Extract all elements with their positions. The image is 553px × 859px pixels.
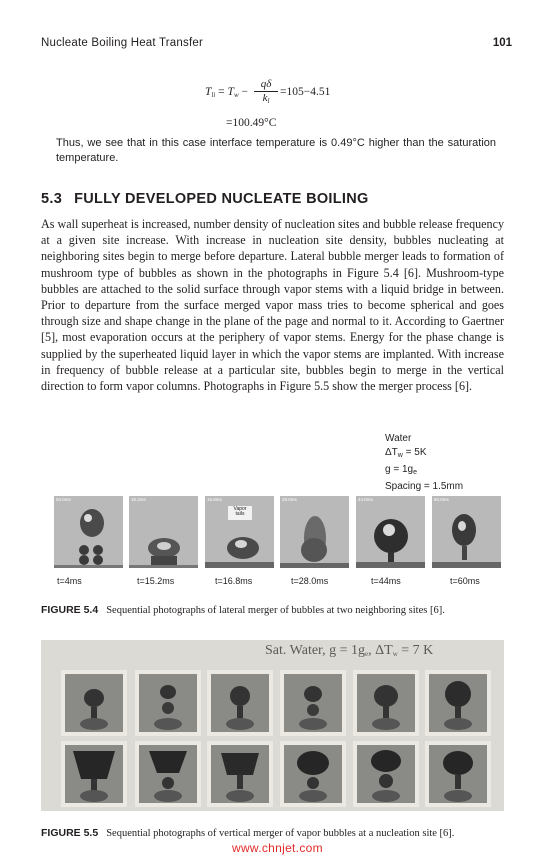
figure-5-5-caption-text: Sequential photographs of vertical merger of vapor bubbles at a nucleation site [6]. — [106, 828, 455, 839]
photo-frame-4 — [280, 496, 349, 568]
watermark: www.chnjet.com — [232, 841, 323, 855]
eq-rhs: =105−4.51 — [280, 86, 331, 98]
vertical-merger-frame — [61, 741, 127, 807]
eq-tw: T — [227, 86, 234, 98]
bubble-photo-4 — [280, 496, 349, 568]
section-heading — [41, 191, 369, 207]
vertical-merger-frame — [207, 741, 273, 807]
eq-denominator-sub: l — [267, 97, 270, 105]
frame-stamp: 15.2ms — [131, 497, 146, 502]
time-label: t=44ms — [371, 576, 401, 586]
photo-frame-6 — [432, 496, 501, 568]
bubble-photo-5 — [356, 496, 425, 568]
time-label: t=28.0ms — [291, 576, 329, 586]
photo-frame-1 — [54, 496, 123, 568]
condition-superheat: $\Delta T_w = 5K$ — [385, 447, 427, 459]
eq-denominator: k — [262, 92, 268, 104]
figure-5-5-photo — [41, 640, 504, 811]
figure-5-4-conditions — [385, 432, 463, 494]
vertical-merger-frame — [280, 670, 346, 736]
time-label: t=4ms — [57, 576, 82, 586]
bubble-photo-2 — [129, 496, 198, 568]
vertical-merger-frame — [353, 670, 419, 736]
figure-5-4-photos — [54, 496, 501, 568]
figure-5-4-time-labels — [54, 576, 501, 588]
frame-stamp: 44.0ms — [358, 497, 373, 502]
body-paragraph: As wall superheat is increased, number density of nucleation sites and bubble release frequency at a given site increase. With increase in nucleation site density, bubbles nucleating at neighboring sites begin to merge before departure. Lateral bubble merger leads to formation of mushroom type of bubbles as shown in the photographs in Figure 5.4 [6]. Mushroom-type bubbles are attached to the solid surface through vapor stems with a liquid bridge in between. Prior to departure from the surface merged vapor mass tries to become spherical and goes through size and shape change in the plane of the page and normal to it. According to Gaertner [5], most evaporation occurs at the periphery of vapor stems. Energy for the phase change is supplied by the superheated liquid layer in which the vapor stems are implanted. With increase in frequency of bubble release at a particular site, bubbles begin to merge in the vertical direction to form vapor columns. Photographs in Figure 5.5 show the merger process [6]. — [41, 217, 504, 394]
eq-numerator: qδ — [254, 78, 278, 92]
vapor-tails-annotation: Vapor tails — [233, 506, 247, 517]
vertical-merger-frame — [135, 670, 201, 736]
figure-5-5-caption — [41, 827, 454, 839]
photo-frame-2 — [129, 496, 198, 568]
frame-stamp: 04.0ms — [56, 497, 71, 502]
frame-stamp: 60.0ms — [434, 497, 449, 502]
section-number: 5.3 — [41, 191, 63, 207]
condition-fluid: Water — [385, 433, 412, 444]
bubble-photo-1 — [54, 496, 123, 568]
photo-frame-3 — [205, 496, 274, 568]
eq-fraction — [254, 78, 278, 108]
running-head — [41, 37, 512, 53]
time-label: t=60ms — [450, 576, 480, 586]
equation-result: =100.49°C — [226, 117, 277, 129]
vertical-merger-frame — [425, 670, 491, 736]
condition-gravity: $g = 1g_e$ — [385, 464, 417, 476]
vertical-merger-frame — [280, 741, 346, 807]
condition-spacing: Spacing = 1.5mm — [385, 481, 464, 492]
figure-5-4-label: FIGURE 5.4 — [41, 604, 99, 616]
eq-minus: − — [241, 86, 248, 98]
figure-5-5-title: Sat. Water, $g = 1g_e$, $\Delta T_w = 7$ K — [265, 643, 434, 658]
figure-5-4-caption — [41, 604, 445, 616]
vertical-merger-frame — [207, 670, 273, 736]
figure-5-4-caption-text: Sequential photographs of lateral merger of bubbles at two neighboring sites [6]. — [106, 605, 445, 616]
vertical-merger-frame — [135, 741, 201, 807]
vertical-merger-frame — [353, 741, 419, 807]
eq-tli-sub: li — [211, 91, 216, 99]
eq-tw-sub: w — [233, 91, 239, 99]
page-number: 101 — [492, 37, 512, 49]
photo-frame-5 — [356, 496, 425, 568]
eq-equals: = — [218, 86, 225, 98]
result-paragraph: Thus, we see that in this case interface temperature is 0.49°C higher than the saturation temperature. — [56, 137, 496, 164]
time-label: t=15.2ms — [137, 576, 175, 586]
eq-tli: T — [205, 86, 212, 98]
figure-5-5-label: FIGURE 5.5 — [41, 827, 99, 839]
bubble-photo-6 — [432, 496, 501, 568]
section-title: FULLY DEVELOPED NUCLEATE BOILING — [74, 191, 369, 207]
vertical-merger-frame — [61, 670, 127, 736]
frame-stamp: 16.8ms — [207, 497, 222, 502]
time-label: t=16.8ms — [215, 576, 253, 586]
vertical-merger-frame — [425, 741, 491, 807]
running-head-title: Nucleate Boiling Heat Transfer — [41, 37, 203, 49]
frame-stamp: 28.0ms — [282, 497, 297, 502]
